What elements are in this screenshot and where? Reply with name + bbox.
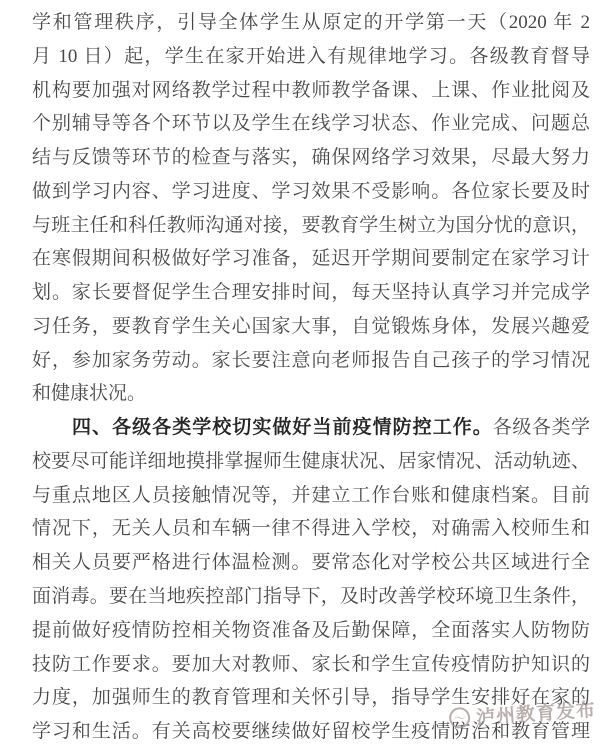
section-four-heading-tail: 各级各类学	[492, 417, 590, 439]
text-line: 相关人员要严格进行体温检测。要常态化对学校公共区域进行全	[32, 552, 590, 574]
luzhou-education-logo-icon: 〜	[448, 707, 470, 729]
text-line: 与重点地区人员接触情况等，并建立工作台账和健康档案。目前	[32, 484, 590, 506]
text-line: 结与反馈等环节的检查与落实，确保网络学习效果，尽最大努力	[32, 147, 590, 169]
text-line: 做到学习内容、学习进度、学习效果不受影响。各位家长要及时	[32, 180, 590, 202]
text-line: 技防工作要求。要加大对教师、家长和学生宣传疫情防护知识的	[32, 653, 590, 675]
text-line: 与班主任和科任教师沟通对接，要教育学生树立为国分忧的意识，	[32, 214, 590, 236]
text-line: 情况下，无关人员和车辆一律不得进入学校，对确需入校师生和	[32, 518, 590, 540]
text-line: 月 10 日）起，学生在家开始进入有规律地学习。各级教育督导	[32, 45, 590, 67]
text-line: 学和管理秩序，引导全体学生从原定的开学第一天（2020 年 2	[32, 12, 590, 33]
watermark-text: 泸州教育发布	[475, 698, 597, 730]
text-line: 划。家长要督促学生合理安排时间，每天坚持认真学习并完成学	[32, 282, 590, 304]
paragraph-end-line: 和健康状况。	[32, 383, 147, 405]
text-line: 力度，加强师生的教育管理和关怀引导，指导学生安排好在家的	[32, 687, 590, 709]
text-line: 面消毒。要在当地疾控部门指导下，及时改善学校环境卫生条件，	[32, 586, 590, 608]
text-line: 在寒假期间积极做好学习准备，延迟开学期间要制定在家学习计	[32, 248, 590, 270]
section-four-heading: 四、各级各类学校切实做好当前疫情防控工作。	[72, 416, 493, 439]
section-four-heading-line	[32, 411, 590, 445]
text-line: 习任务，要教育学生关心国家大事，自觉锻炼身体，发展兴趣爱	[32, 315, 590, 337]
text-line: 个别辅导等各个环节以及学生在线学习状态、作业完成、问题总	[32, 113, 590, 135]
text-line: 学习和生活。有关高校要继续做好留校学生疫情防治和教育管理	[32, 721, 590, 743]
text-line: 提前做好疫情防控相关物资准备及后勤保障，全面落实人防物防	[32, 619, 590, 641]
text-line: 好，参加家务劳动。家长要注意向老师报告自己孩子的学习情况	[32, 349, 590, 371]
text-line: 校要尽可能详细地摸排掌握师生健康状况、居家情况、活动轨迹、	[32, 450, 590, 472]
text-line: 机构要加强对网络教学过程中教师教学备课、上课、作业批阅及	[32, 79, 590, 101]
